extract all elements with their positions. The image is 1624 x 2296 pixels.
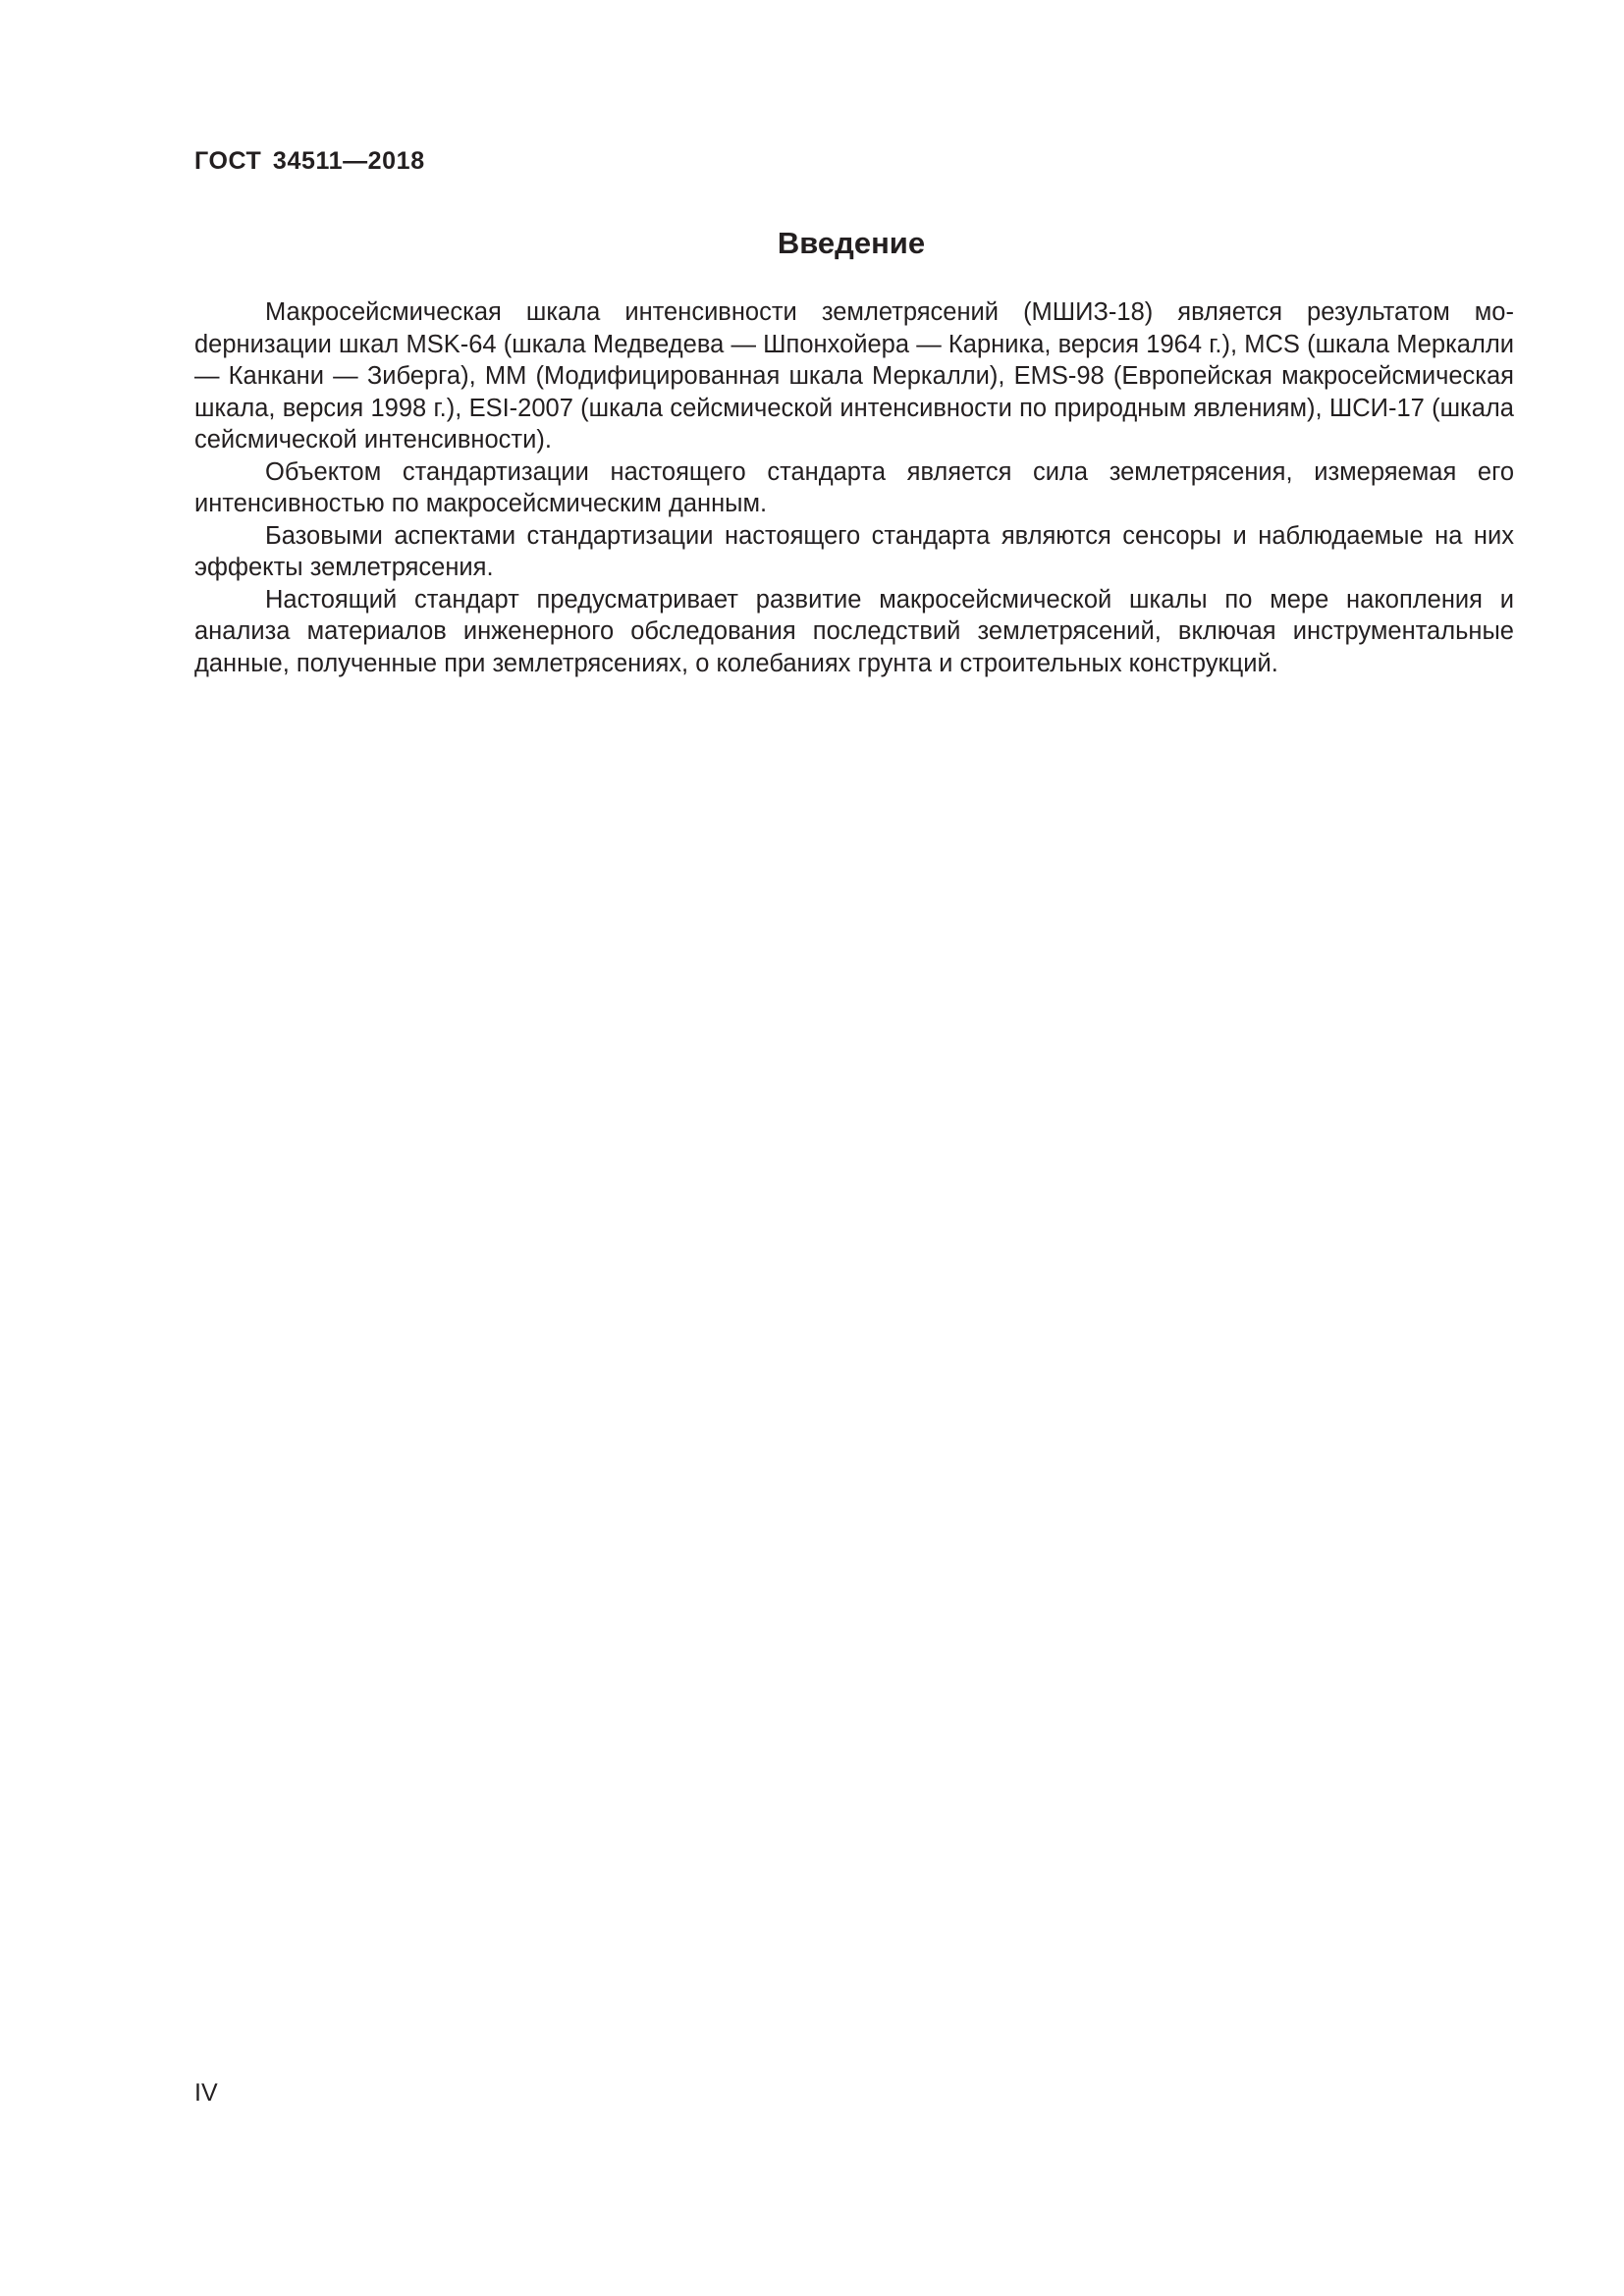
paragraph: Объектом стандартизации настоящего стандарта является сила землетрясения, измеряемая его интенсивностью по макросейсмическим данным. xyxy=(194,457,1514,517)
document-code-header: ГОСТ 34511—2018 xyxy=(194,147,425,175)
introduction-body xyxy=(194,296,1514,679)
paragraph: Настоящий стандарт предусматривает развитие макросейсмической шкалы по мере накопления и анализа материалов инженерного обследования последствий землетрясений, включая инструментальные данные, полученные при землетрясениях, о колебаниях грунта и строительных конструкций. xyxy=(194,585,1514,677)
section-title: Введение xyxy=(777,226,926,260)
paragraph: Базовыми аспектами стандартизации настоящего стандарта являются сенсоры и наблюдаемые на них эффекты землетрясения. xyxy=(194,521,1514,581)
paragraph: Макросейсмическая шкала интенсивности землетрясений (МШИЗ-18) является результатом моdернизации шкал MSK-64 (шкала Медведева — Шпонхойера — Карника, версия 1964 г.), MCS (шкала Меркалли — Канкани — Зиберга), ММ (Модифицированная шкала Меркалли), EMS-98 (Европейская макросейсмическая шкала, версия 1998 г.), ESI-2007 (шкала сейсмической интенсивности по природным явлениям), ШСИ-17 (шкала сейсмической интенсивности). xyxy=(194,298,1514,454)
page-number: IV xyxy=(194,2079,218,2107)
